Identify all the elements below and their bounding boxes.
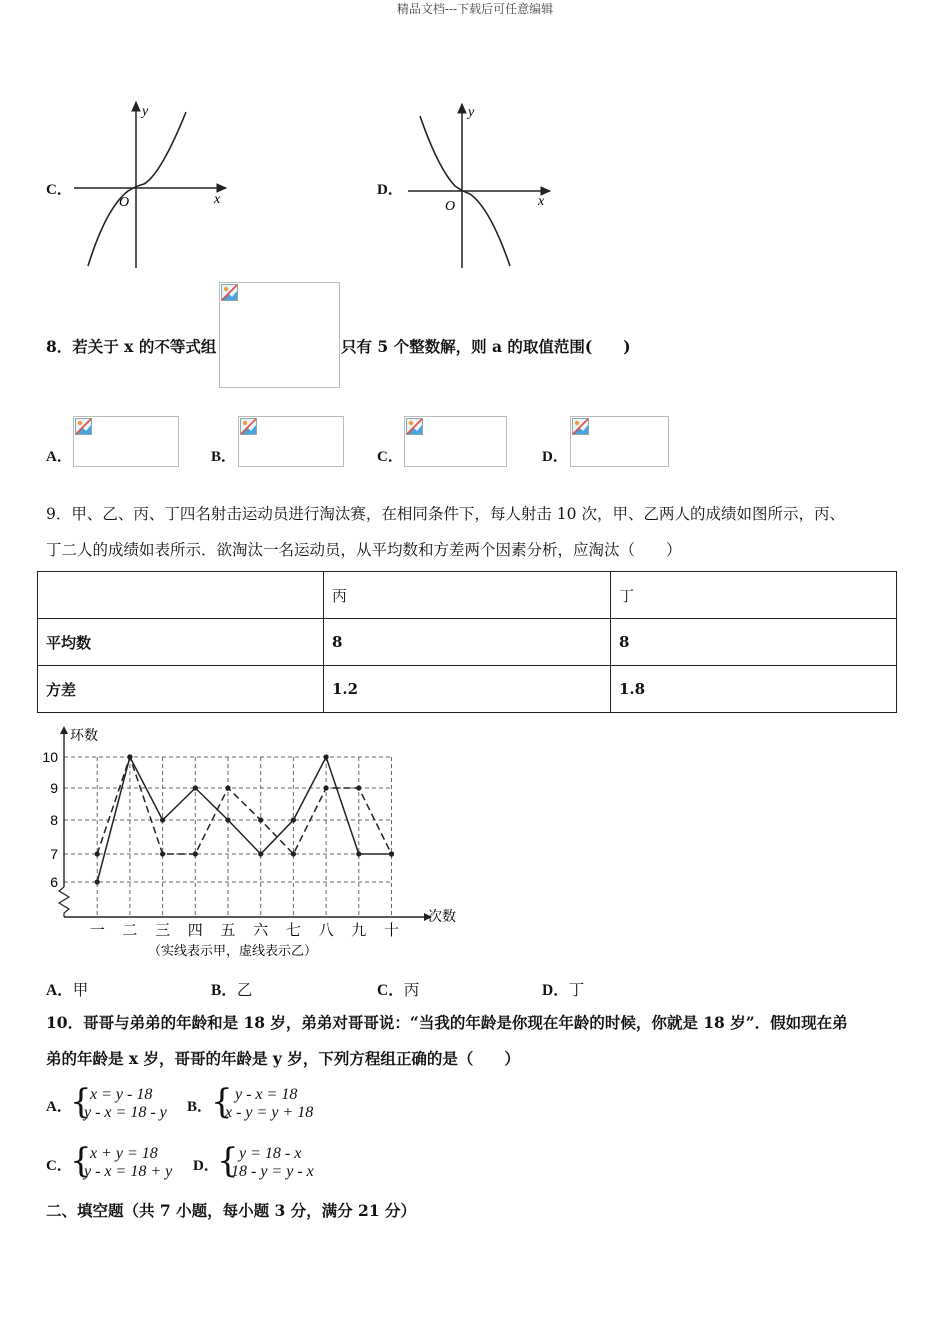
x-label: x [538,194,545,209]
table-cell: 方差 [38,666,324,713]
curve-c [88,112,186,266]
graph-c [66,98,236,270]
equation-system [231,1145,314,1181]
table-cell: 1.8 [611,666,897,713]
y-tick-label: 8 [50,812,58,828]
equation-system [225,1086,313,1122]
q8-option-c-image [404,416,507,467]
inequality-image-placeholder [219,282,340,388]
table-cell: 平均数 [38,619,324,666]
table-cell: 8 [324,619,611,666]
axis-break-icon [59,887,69,917]
q8-option-c-label: C． [377,449,403,465]
x-tick-label: 九 [351,921,367,939]
data-point [291,817,296,822]
equation-system [84,1145,172,1181]
x-tick-label: 一 [89,921,105,939]
option-text: 丙 [403,981,420,999]
q8-option-d-label: D． [542,449,568,465]
graph-d [400,98,570,270]
chart-caption: （实线表示甲，虚线表示乙） [148,944,318,959]
data-point [258,851,263,856]
brace-icon: { [70,1141,92,1181]
data-point [95,851,100,856]
data-point [356,851,361,856]
table-cell: 1.2 [324,666,611,713]
equation: y - x = 18 + y [84,1163,173,1180]
table-header-ding: 丁 [611,572,897,619]
brace-icon: { [211,1082,233,1122]
table-header-row [38,572,897,619]
data-point [291,851,296,856]
equation: 18 - y = y - x [231,1163,314,1180]
data-point [160,817,165,822]
option-label: B． [187,1099,213,1115]
y-tick-label: 7 [50,846,58,862]
q8-option-a-label: A． [46,449,72,465]
section-2-title: 二、填空题（共 7 小题，每小题 3 分，满分 21 分） [46,1201,417,1220]
q8-option-a-image [73,416,179,467]
option-text: 乙 [236,981,253,999]
x-tick-label: 十 [383,921,400,939]
option-label: A． [46,1099,72,1115]
x-tick-label: 七 [285,921,301,939]
score-line-chart [38,724,458,964]
data-point [95,879,100,884]
origin-label: O [445,199,456,214]
option-label: C． [377,982,404,999]
q9-text-line1: 9．甲、乙、丙、丁四名射击运动员进行淘汰赛，在相同条件下，每人射击 10 次，甲、乙两人的成绩如图所示，丙、 [46,505,845,523]
option-text: 甲 [72,981,89,999]
q9-text-line2: 丁二人的成绩如表所示．欲淘汰一名运动员，从平均数和方差两个因素分析，应淘汰（ ） [46,541,682,559]
option-text: 丁 [568,981,585,999]
equation: y - x = 18 [235,1086,298,1103]
x-label: x [214,192,221,207]
data-point [324,754,329,759]
option-label: C． [46,1158,72,1174]
data-point [127,754,132,759]
data-point [193,851,198,856]
y-axis-arrow-icon [60,726,68,734]
x-tick-label: 八 [318,921,334,939]
table-row [38,619,897,666]
option-d-label: D． [377,182,403,198]
data-point [258,817,263,822]
q8-text-before: 8．若关于 x 的不等式组 [46,337,217,356]
equation: x + y = 18 [90,1145,158,1162]
table-cell: 8 [611,619,897,666]
x-tick-label: 四 [187,921,203,939]
q8-option-b-label: B． [211,449,237,465]
q9-score-table [37,571,897,713]
q9-option-b [211,978,252,1000]
x-axis-label: 次数 [428,909,456,925]
q9-option-d [542,978,584,1000]
data-point [389,851,394,856]
equation-system [84,1086,167,1122]
data-point [160,851,165,856]
data-point [324,785,329,790]
y-tick-label: 9 [50,780,58,796]
table-row [38,666,897,713]
equation: x - y = y + 18 [225,1104,314,1121]
q8-option-b-image [238,416,344,467]
origin-label: O [119,195,130,210]
equation: x = y - 18 [90,1086,153,1103]
brace-icon: { [70,1082,92,1122]
brace-icon: { [217,1141,239,1181]
option-label: A． [46,982,73,999]
y-tick-label: 10 [42,749,58,765]
table-header-bing: 丙 [324,572,611,619]
q8-option-d-image [570,416,669,467]
option-label: B． [211,982,237,999]
q10-text-line1: 10．哥哥与弟弟的年龄和是 18 岁，弟弟对哥哥说：“当我的年龄是你现在年龄的时候，你就是 18 岁”．假如现在弟 [46,1013,848,1032]
equation: y - x = 18 - y [84,1104,167,1121]
series-line-yi [97,757,391,854]
equation: y = 18 - x [239,1145,302,1162]
table-cell [38,572,324,619]
x-tick-label: 二 [122,921,138,939]
broken-image-icon [572,418,589,435]
y-axis-label: 环数 [70,728,98,744]
data-point [356,785,361,790]
q9-option-a [46,978,88,1000]
q10-text-line2: 弟的年龄是 x 岁，哥哥的年龄是 y 岁，下列方程组正确的是（ ） [46,1049,520,1068]
broken-image-icon [406,418,423,435]
data-point [193,785,198,790]
option-label: D． [193,1158,219,1174]
broken-image-icon [75,418,92,435]
y-tick-label: 6 [50,874,58,890]
y-label: y [142,104,149,119]
x-tick-label: 六 [253,921,269,939]
option-c-label: C． [46,182,72,198]
data-point [225,785,230,790]
option-label: D． [542,982,569,999]
q8-text-after: 只有 5 个整数解，则 a 的取值范围( ) [341,337,631,356]
x-tick-label: 五 [220,921,236,939]
x-tick-label: 三 [155,921,171,939]
broken-image-icon [221,284,238,301]
data-point [225,817,230,822]
broken-image-icon [240,418,257,435]
page-header: 精品文档---下载后可任意编辑 [396,2,554,16]
q9-option-c [377,978,419,1000]
y-label: y [468,105,475,120]
